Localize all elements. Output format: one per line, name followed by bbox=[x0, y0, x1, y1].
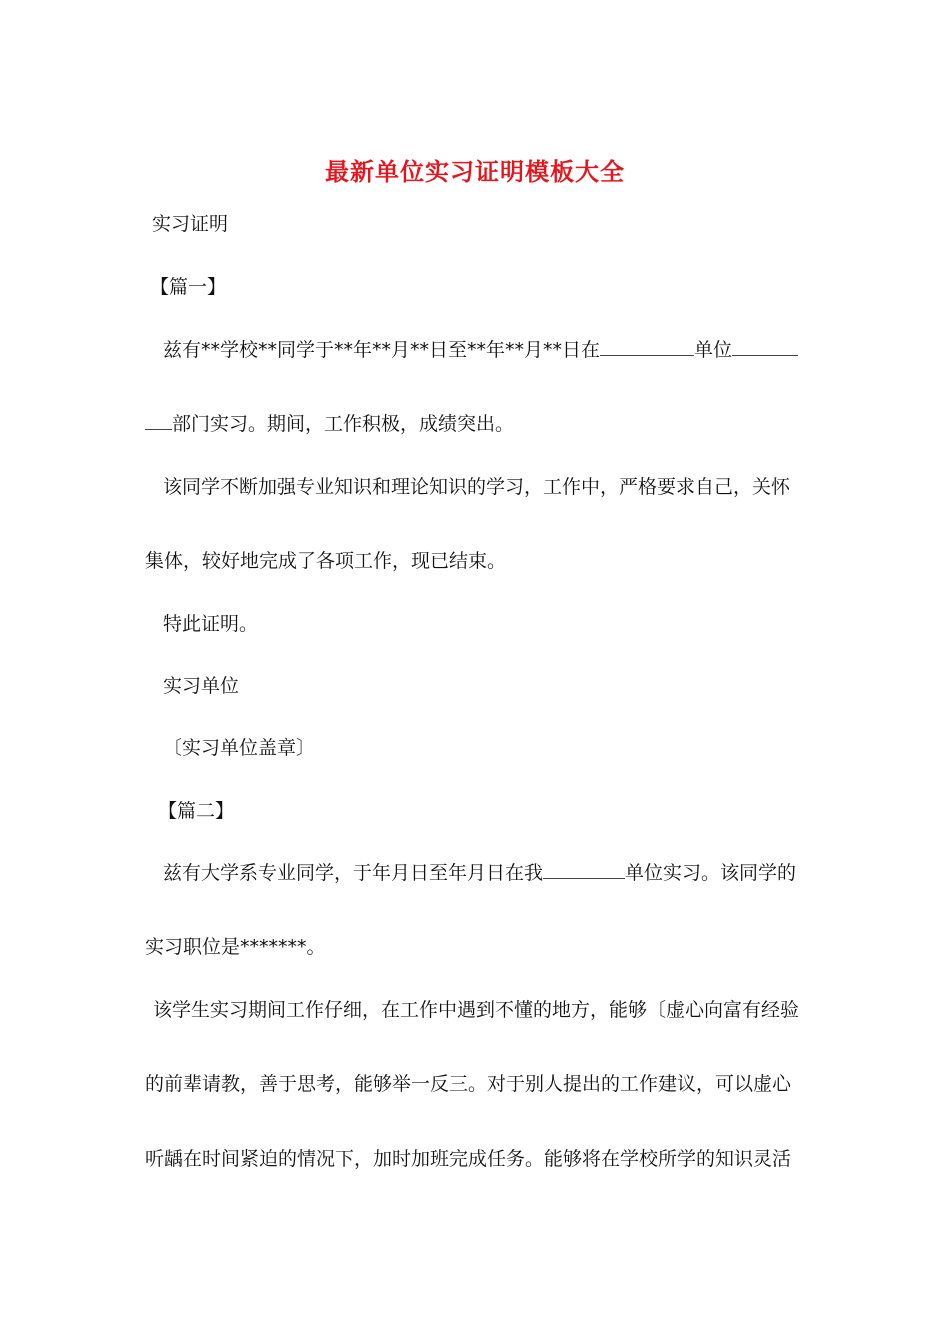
section2-paragraph2-line1: 该学生实习期间工作仔细，在工作中遇到不懂的地方，能够〔虚心向富有经验 bbox=[153, 999, 800, 1021]
section2-paragraph1-line1 bbox=[163, 860, 796, 886]
internship-unit-label: 实习单位 bbox=[163, 675, 240, 697]
blank-field-department-cont bbox=[145, 411, 172, 430]
section2-label: 【篇二】 bbox=[158, 800, 235, 822]
section2-paragraph2-line3: 听龋在时间紧迫的情况下，加时加班完成任务。能够将在学校所学的知识灵活 bbox=[145, 1148, 792, 1170]
blank-field-unit bbox=[600, 337, 694, 356]
section1-paragraph1-line1 bbox=[163, 337, 798, 363]
blank-field-unit2 bbox=[543, 860, 625, 879]
section1-p1-text-b: 单位 bbox=[694, 339, 733, 361]
section1-p1-text-c: 部门实习。期间，工作积极，成绩突出。 bbox=[172, 413, 515, 435]
blank-field-department bbox=[732, 337, 798, 356]
closing-text: 特此证明。 bbox=[163, 613, 259, 635]
section2-p1-text-b: 单位实习。该同学的 bbox=[625, 862, 797, 884]
section1-paragraph2-line2: 集体，较好地完成了各项工作，现已结束。 bbox=[145, 550, 507, 572]
section1-p1-text-a: 兹有**学校**同学于**年**月**日至**年**月**日在 bbox=[163, 339, 601, 361]
section1-paragraph1-line2 bbox=[145, 411, 514, 437]
stamp-label: 〔实习单位盖章〕 bbox=[163, 737, 316, 759]
certificate-heading: 实习证明 bbox=[152, 213, 229, 235]
document-title: 最新单位实习证明模板大全 bbox=[325, 157, 625, 186]
section2-paragraph2-line2: 的前辈请教，善于思考，能够举一反三。对于别人提出的工作建议，可以虚心 bbox=[145, 1073, 792, 1095]
section1-paragraph2-line1: 该同学不断加强专业知识和理论知识的学习，工作中，严格要求自己，关怀 bbox=[163, 476, 791, 498]
section1-label: 【篇一】 bbox=[150, 276, 227, 298]
section2-paragraph1-line2: 实习职位是*******。 bbox=[145, 936, 326, 958]
section2-p1-text-a: 兹有大学系专业同学，于年月日至年月日在我 bbox=[163, 862, 544, 884]
